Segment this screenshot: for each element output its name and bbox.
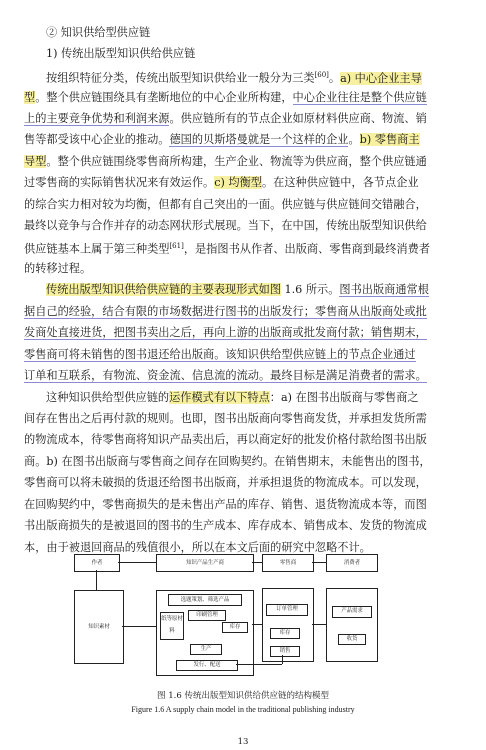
para2-line: 发商处直接进货，把图书卖出之后，再向上游的出版商或批发商付款；销售期末， <box>24 326 427 339</box>
diagram-print-manage: 印刷管理 <box>188 610 226 621</box>
diagram-consumer-frame <box>326 588 378 662</box>
para1-line: 导型。整个供应链围绕零售商所构建，生产企业、物流等为供应商，整个供应链通 <box>24 155 427 168</box>
para2-line: 据自己的经验，结合有限的市场数据进行图书的出版发行；零售商从出版商处或批 <box>24 305 427 318</box>
para1-line: 按组织特征分类，传统出版型知识供给业一般分为三类[60]。a) 中心企业主导 <box>46 71 422 85</box>
diagram-ship: 发行、配送 <box>176 660 238 671</box>
para3-line: 商。b) 在图书出版商与零售商之间存在回购契约。在销售期末，未能售出的图书， <box>24 455 431 468</box>
para2-line: 零售商可将未销售的图书退还给出版商。该知识供给型供应链上的节点企业通过 <box>24 348 416 361</box>
para3-line: 零售商可以将未破损的货退还给图书出版商，并承担退货的物流成本。可以发现， <box>24 476 427 489</box>
figure-caption-cn: 图 1.6 传统出版型知识供给供应链的结构模型 <box>157 691 329 701</box>
diagram-material-source: 知识素材 <box>74 590 124 664</box>
diagram-order-manage: 订单管理 <box>266 604 308 616</box>
para1-line: 售等都受该中心企业的推动。德国的贝斯塔曼就是一个这样的企业。b) 零售商主 <box>24 133 420 146</box>
supply-chain-diagram <box>72 548 412 688</box>
para1-line: 最终以竞争与合作并存的动态网状形式展现。当下，在中国，传统出版型知识供给 <box>24 219 427 232</box>
para3-line: 这种知识供给型供应链的运作模式有以下特点：a) 在图书出版商与零售商之 <box>46 391 419 404</box>
page-number: 13 <box>237 737 249 747</box>
para1-line: 的转移过程。 <box>24 262 92 275</box>
para1-line: 过零售商的实际销售状况来有效运作。c) 均衡型。在这种供应链中，各节点企业 <box>24 176 419 189</box>
diagram-retail-inventory: 库存 <box>270 628 300 639</box>
diagram-consumer: 消费者 <box>326 554 378 572</box>
diagram-select: 选题策划、筛选产品 <box>168 594 242 606</box>
figure-caption-en: Figure 1.6 A supply chain model in the traditional publishing industry <box>131 705 355 714</box>
section-heading: ② 知识供给型供应链 <box>46 26 151 39</box>
diagram-buy: 收货 <box>338 634 366 645</box>
para1-line: 上的主要竞争优势和利润来源。供应链所有的节点企业如原材料供应商、物流、销 <box>24 112 427 125</box>
subsection-heading: 1) 传统出版型知识供给供应链 <box>46 47 196 60</box>
para3-line: 在回购契约中，零售商损失的是未售出产品的库存、销售、退货物流成本等，而图 <box>24 498 427 511</box>
para1-line: 供应链基本上属于第三种类型[61]，是指图书从作者、出版商、零售商到最终消费者 <box>24 242 430 256</box>
diagram-publisher: 知识产品生产商 <box>156 554 254 572</box>
para3-line: 书出版商损失的是被退回的图书的生产成本、库存成本、销售成本、发货的物流成 <box>24 519 427 532</box>
diagram-produce: 生产 <box>190 644 222 655</box>
para3-line: 间存在售出之后再付款的规则。也即，图书出版商向零售商发货，并承担发货所需 <box>24 412 427 425</box>
diagram-inventory: 库存 <box>222 622 248 633</box>
diagram-retailer: 零售商 <box>262 554 314 572</box>
diagram-raw-material: 纸等原材料 <box>160 612 184 640</box>
diagram-demand: 产品需求 <box>332 606 372 618</box>
diagram-author: 作者 <box>74 554 120 572</box>
diagram-sales: 销售 <box>270 646 300 657</box>
para1-line: 的综合实力相对较为均衡，但都有自己突出的一面。供应链与供应链间交错融合， <box>24 198 427 211</box>
para2-line: 订单和互联系，有物流、资金流、信息流的流动。最终目标是满足消费者的需求。 <box>24 369 427 382</box>
para2-line: 传统出版型知识供给供应链的主要表现形式如图 1.6 所示。图书出版商通常根 <box>46 283 429 296</box>
para3-line: 本，由于被退回商品的残值很小，所以在本文后面的研究中忽略不计。 <box>24 541 371 554</box>
para3-line: 的物流成本，待零售商将知识产品卖出后，再以商定好的批发价格付款给图书出版 <box>24 433 427 446</box>
para1-line: 型。整个供应链围绕具有垄断地位的中心企业所构建，中心企业往往是整个供应链 <box>24 91 427 104</box>
